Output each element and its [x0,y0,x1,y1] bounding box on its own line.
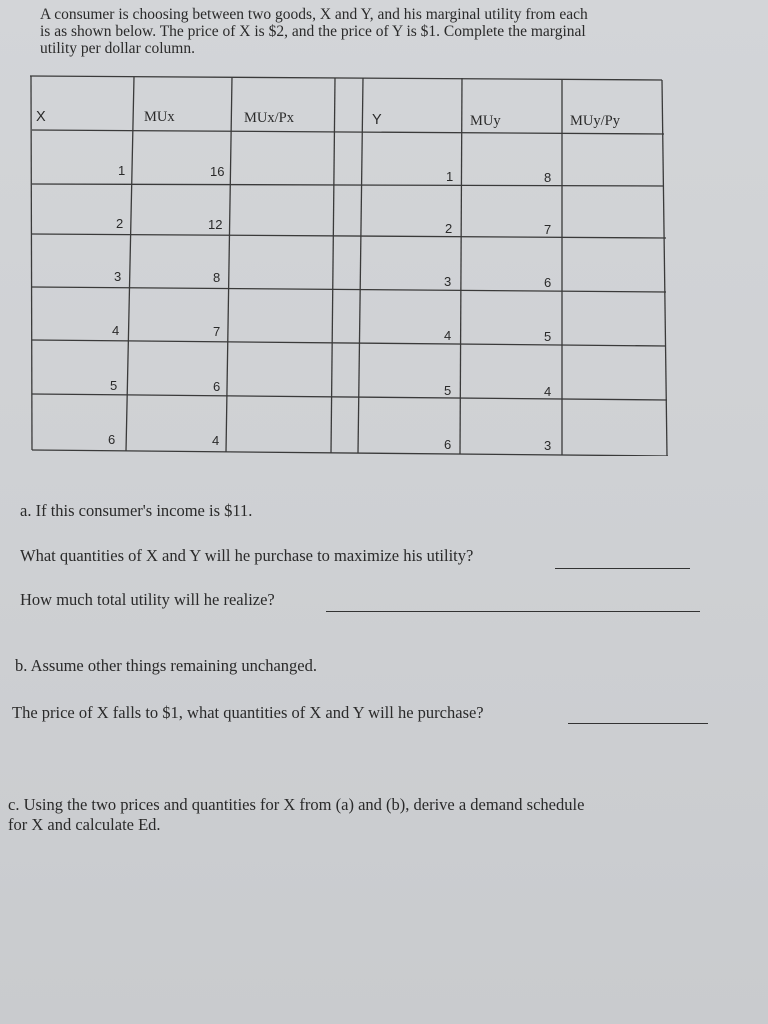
table-cell-y: 6 [444,437,452,452]
header-mux-px: MUx/Px [244,110,294,126]
header-x: X [36,109,46,125]
intro-line-3: utility per dollar column. [40,40,195,57]
part-b-question-1: The price of X falls to $1, what quantities of X and Y will he purchase? [12,703,484,722]
table-grid-lines [30,74,668,456]
part-c-line-2: for X and calculate Ed. [8,815,161,834]
intro-line-2: is as shown below. The price of X is $2, and the price of Y is $1. Complete the marginal [40,23,586,40]
table-cell-mux: 7 [213,324,221,339]
table-cell-y: 4 [444,328,452,343]
table-cell-y: 2 [445,221,453,236]
table-cell-mux: 16 [210,164,225,179]
part-c-line-1: c. Using the two prices and quantities for X from (a) and (b), derive a demand schedule [8,795,585,814]
table-cell-muy: 4 [544,384,552,399]
table-cell-x: 6 [108,432,116,447]
table-cell-mux: 12 [208,217,223,232]
header-muy: MUy [470,113,501,129]
table-cell-mux: 4 [212,433,220,448]
table-cell-y: 5 [444,383,452,398]
part-b-answer-line[interactable] [568,723,708,724]
part-a-answer-line-2[interactable] [326,611,700,612]
intro-line-1: A consumer is choosing between two goods, X and Y, and his marginal utility from each [40,6,588,23]
utility-table [30,74,668,456]
part-a-answer-line-1[interactable] [555,568,690,569]
part-b-intro: b. Assume other things remaining unchanged. [15,656,317,675]
header-y: Y [372,112,382,128]
part-a-question-2: How much total utility will he realize? [20,590,275,609]
header-mux: MUx [144,109,175,125]
table-cell-muy: 7 [544,222,552,237]
header-muy-py: MUy/Py [570,113,620,129]
part-a-intro: a. If this consumer's income is $11. [20,501,253,520]
table-cell-muy: 3 [544,438,552,453]
table-cell-x: 5 [110,378,118,393]
table-cell-y: 1 [446,169,454,184]
table-cell-muy: 8 [544,170,552,185]
table-cell-x: 1 [118,163,126,178]
table-cell-mux: 6 [213,379,221,394]
table-cell-x: 4 [112,323,120,338]
table-cell-x: 3 [114,269,122,284]
part-a-question-1: What quantities of X and Y will he purchase to maximize his utility? [20,546,474,565]
problem-intro [40,6,700,57]
table-cell-muy: 6 [544,275,552,290]
table-cell-muy: 5 [544,329,552,344]
table-cell-mux: 8 [213,270,221,285]
table-cell-x: 2 [116,216,124,231]
table-cell-y: 3 [444,274,452,289]
